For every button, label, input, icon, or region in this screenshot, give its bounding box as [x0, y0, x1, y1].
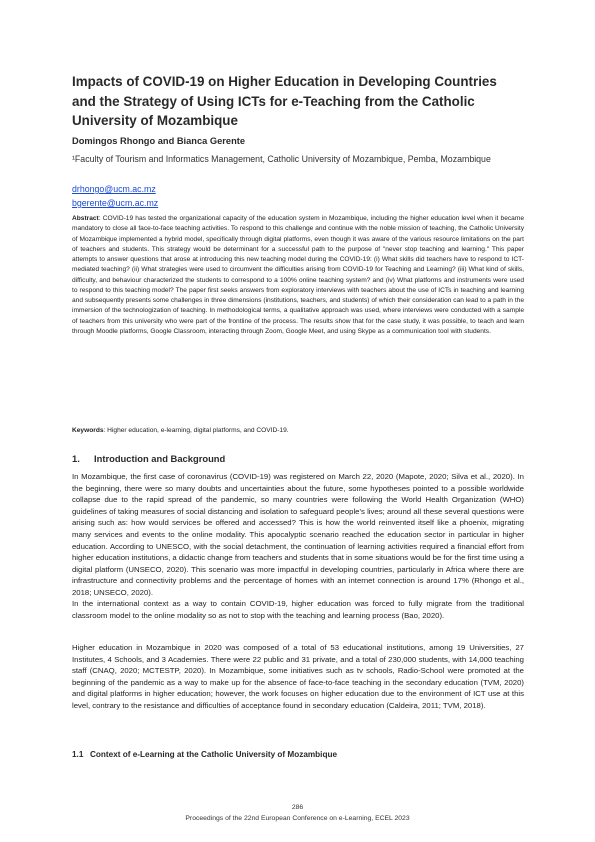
paper-title: Impacts of COVID-19 on Higher Education in Developing Countries and the Strategy of Using ICTs for e-Teaching from the Catholic University of Mozambique: [72, 74, 497, 128]
email-link-1[interactable]: drhongo@ucm.ac.mz: [72, 184, 156, 194]
section-heading: [72, 453, 225, 464]
keywords-label: Keywords: [72, 427, 104, 434]
paragraph-1: In Mozambique, the first case of coronavirus (COVID-19) was registered on March 22, 2020 (Mapote, 2020; Silva et al., 2020). In the beginning, there were so many doubts and uncertainties about the future, some hypotheses pointed to a possible worldwide collapse due to the rapid spread of the pandemic, so many countries were following the World Health Organization (WHO) guidelines of taking measures of social distancing and isolation to safeguard people's lives; around all these several questions were arising such as: how would services be offered and accessed? This is how the world reinvented itself like a phoenix, migrating many services and events to the online modality. This apocalyptic scenario reached the education sector in particular in higher education. According to UNESCO, with the social detachment, the continuation of learning activities required a financial effort from higher education institutions, a didactic change from teachers and students that in some situations would be for the first time using a digital platform (UNSECO, 2020). This scenario was more impactful in developing countries, particularly in Africa where there are infrastructure and connectivity problems and the percentage of homes with an internet connection is around 17% (Rhongo et al., 2018; UNSECO, 2020).: [72, 472, 524, 597]
footer: Proceedings of the 22nd European Conference on e-Learning, ECEL 2023: [185, 815, 410, 822]
subsection-title: Context of e-Learning at the Catholic University of Mozambique: [90, 750, 338, 759]
abstract-text: : COVID-19 has tested the organizational capacity of the education system in Mozambique, including the higher education level when it became mandatory to close all face-to-face teaching activities. To respond to this challenge and continue with the noble mission of teaching, the Catholic University of Mozambique implemented a hybrid model, specifically through digital platforms, even though it was aware of the various resource limitations on the part of teachers and students. This strategy would be determinant for a successful path to the purpose of "never stop teaching and learning." This paper attempts to answer questions that arose at introducing this new teaching model during the COVID-19: (i) What skills did teachers have to respond to ICT-mediated teaching? (ii) What strategies were used to circumvent the difficulties arising from COVID-19 for Teaching and Learning? (iii) What kind of skills, difficulty, and behaviour characterized the students to correspond to a 100% online teaching system? and (iv) What platforms and instruments were used to respond to this teaching model? The paper first seeks answers from exploratory interviews with teachers about the use of ICTs in teaching and learning and subsequently presents some challenges in three dimensions (institutions, teachers, and students) of which their consideration can lead to a path in the immersion of the technologization of teaching. In methodological terms, a qualitative approach was used, where interviews were conducted with a sample of teachers from this university who were part of the frontline of the process. The results show that for the case study, it was possible, to teach and learn through Moodle platforms, Google Classroom, interacting through Zoom, Google Meet, and using Skype as a communication tool with students.: [72, 215, 524, 335]
abstract: [72, 214, 524, 337]
email-link-2[interactable]: bgerente@ucm.ac.mz: [72, 198, 159, 208]
section-title: Introduction and Background: [94, 453, 226, 464]
paragraph-2: In the international context as a way to contain COVID-19, higher education was forced to fully migrate from the traditional classroom model to the online modality so as not to stop with the teaching and learning process (Bao, 2020).: [72, 599, 524, 620]
paragraph-3: Higher education in Mozambique in 2020 was composed of a total of 53 educational institutions, among 19 Universities, 27 Institutes, 4 Schools, and 3 Academies. There were 22 public and 31 private, and a total of 230,000 students, with 14,000 teaching staff (CNAQ, 2020; MCTESTP, 2020). In Mozambique, some initiatives such as tv schools, Radio-School were promoted at the beginning of the pandemic as a way to make up for the absence of face-to-face teaching in the secondary education (TVM, 2020) and digital platforms in higher education; however, the work focuses on higher education due to the environment of ICT use at this level, contrary to the resistance and difficulties of acceptance found in secondary education (Caldeira, 2011; TVM, 2018).: [72, 643, 524, 710]
section-number: 1.: [72, 453, 80, 464]
abstract-label: Abstract: [72, 215, 99, 222]
affiliation: ¹Faculty of Tourism and Informatics Management, Catholic University of Mozambique, Pemba, Mozambique: [72, 154, 491, 164]
keywords-text: : Higher education, e-learning, digital platforms, and COVID-19.: [103, 427, 289, 434]
subsection-number: 1.1: [72, 750, 84, 759]
authors: Domingos Rhongo and Bianca Gerente: [72, 136, 246, 146]
keywords: [72, 427, 524, 434]
subsection-heading: [72, 750, 337, 759]
page-number: 286: [291, 804, 304, 811]
